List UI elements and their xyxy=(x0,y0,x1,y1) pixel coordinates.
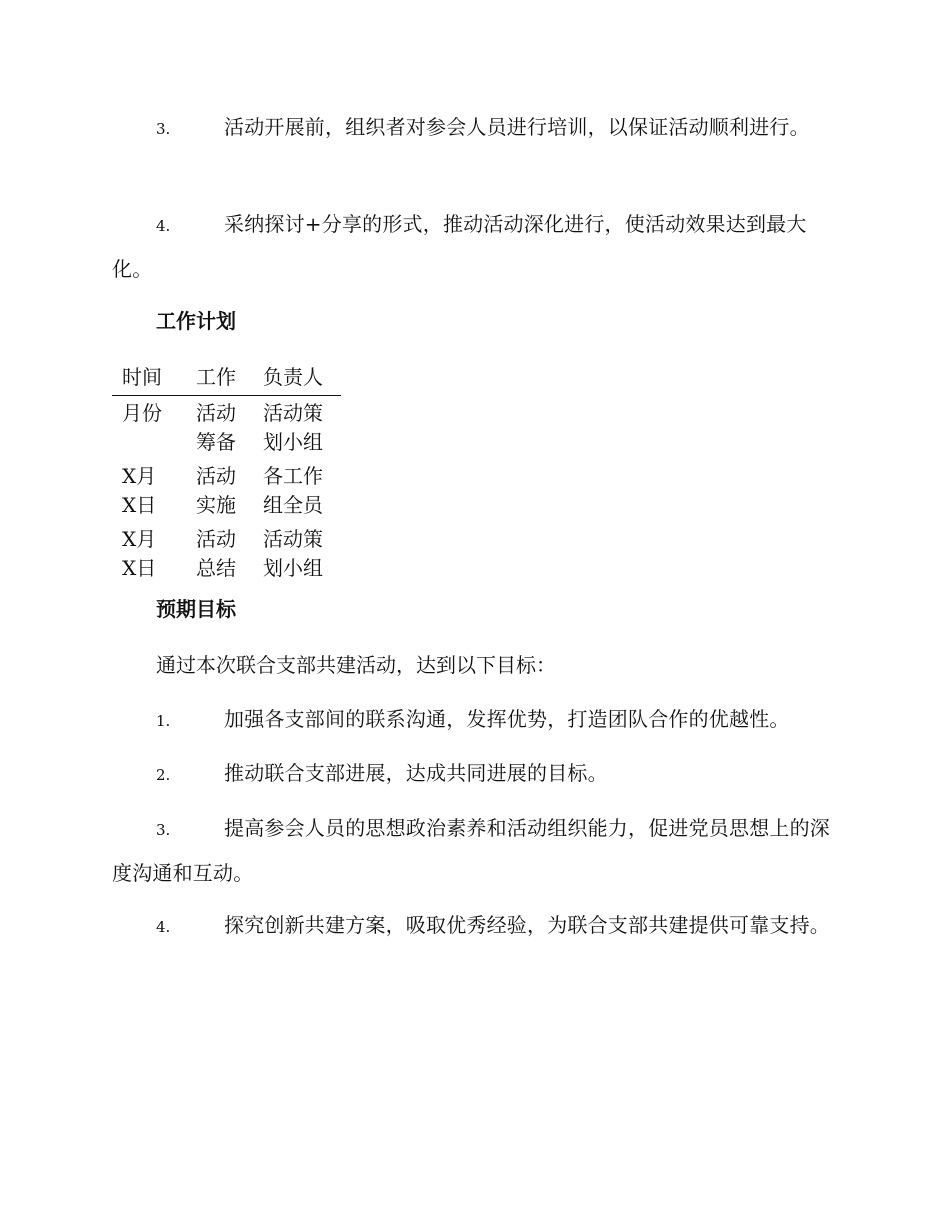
list-item-goal-3 xyxy=(112,807,834,895)
list-item-goal-1 xyxy=(112,698,834,743)
list-item-goal-4 xyxy=(112,904,834,949)
section-heading-plan: 工作计划 xyxy=(156,309,236,333)
table-row xyxy=(112,459,341,522)
list-item-text: 探究创新共建方案，吸取优秀经验，为联合支部共建提供可靠支持。 xyxy=(224,913,830,937)
list-item-top-3 xyxy=(112,106,834,151)
list-item-top-4 xyxy=(112,203,834,291)
list-item-number: 4. xyxy=(156,918,171,936)
list-item-text: 采纳探讨+分享的形式，推动活动深化进行，使活动效果达到最大化。 xyxy=(112,212,807,281)
list-item-number: 4. xyxy=(156,217,171,235)
list-item-text: 活动开展前，组织者对参会人员进行培训，以保证活动顺利进行。 xyxy=(224,115,810,139)
table-row xyxy=(112,522,341,585)
list-item-number: 3. xyxy=(156,120,171,138)
table-cell-owner: 活动策 划小组 xyxy=(263,401,323,454)
table-cell-work: 活动 总结 xyxy=(196,527,236,580)
list-item-number: 2. xyxy=(156,766,171,784)
table-header-owner: 负责人 xyxy=(263,362,341,396)
work-plan-table xyxy=(112,362,341,585)
table-row xyxy=(112,396,341,460)
section-heading-goals: 预期目标 xyxy=(156,597,236,621)
table-header-time: 时间 xyxy=(112,362,196,396)
table-cell-time: X月 X日 xyxy=(122,527,157,580)
table-cell-owner: 活动策 划小组 xyxy=(263,527,323,580)
list-item-goal-2 xyxy=(112,752,834,797)
table-header-row xyxy=(112,362,341,396)
table-cell-owner: 各工作 组全员 xyxy=(263,464,323,517)
goals-intro-text: 通过本次联合支部共建活动，达到以下目标： xyxy=(156,653,556,677)
table-cell-time: X月 X日 xyxy=(122,464,157,517)
list-item-text: 加强各支部间的联系沟通，发挥优势，打造团队合作的优越性。 xyxy=(224,707,790,731)
list-item-number: 3. xyxy=(156,821,171,839)
table-cell-work: 活动 筹备 xyxy=(196,401,236,454)
table-cell-time: 月份 xyxy=(122,401,162,425)
table-header-work: 工作 xyxy=(196,362,263,396)
list-item-number: 1. xyxy=(156,712,171,730)
table-cell-work: 活动 实施 xyxy=(196,464,236,517)
list-item-text: 提高参会人员的思想政治素养和活动组织能力，促进党员思想上的深度沟通和互动。 xyxy=(112,816,830,885)
list-item-text: 推动联合支部进展，达成共同进展的目标。 xyxy=(224,761,608,785)
